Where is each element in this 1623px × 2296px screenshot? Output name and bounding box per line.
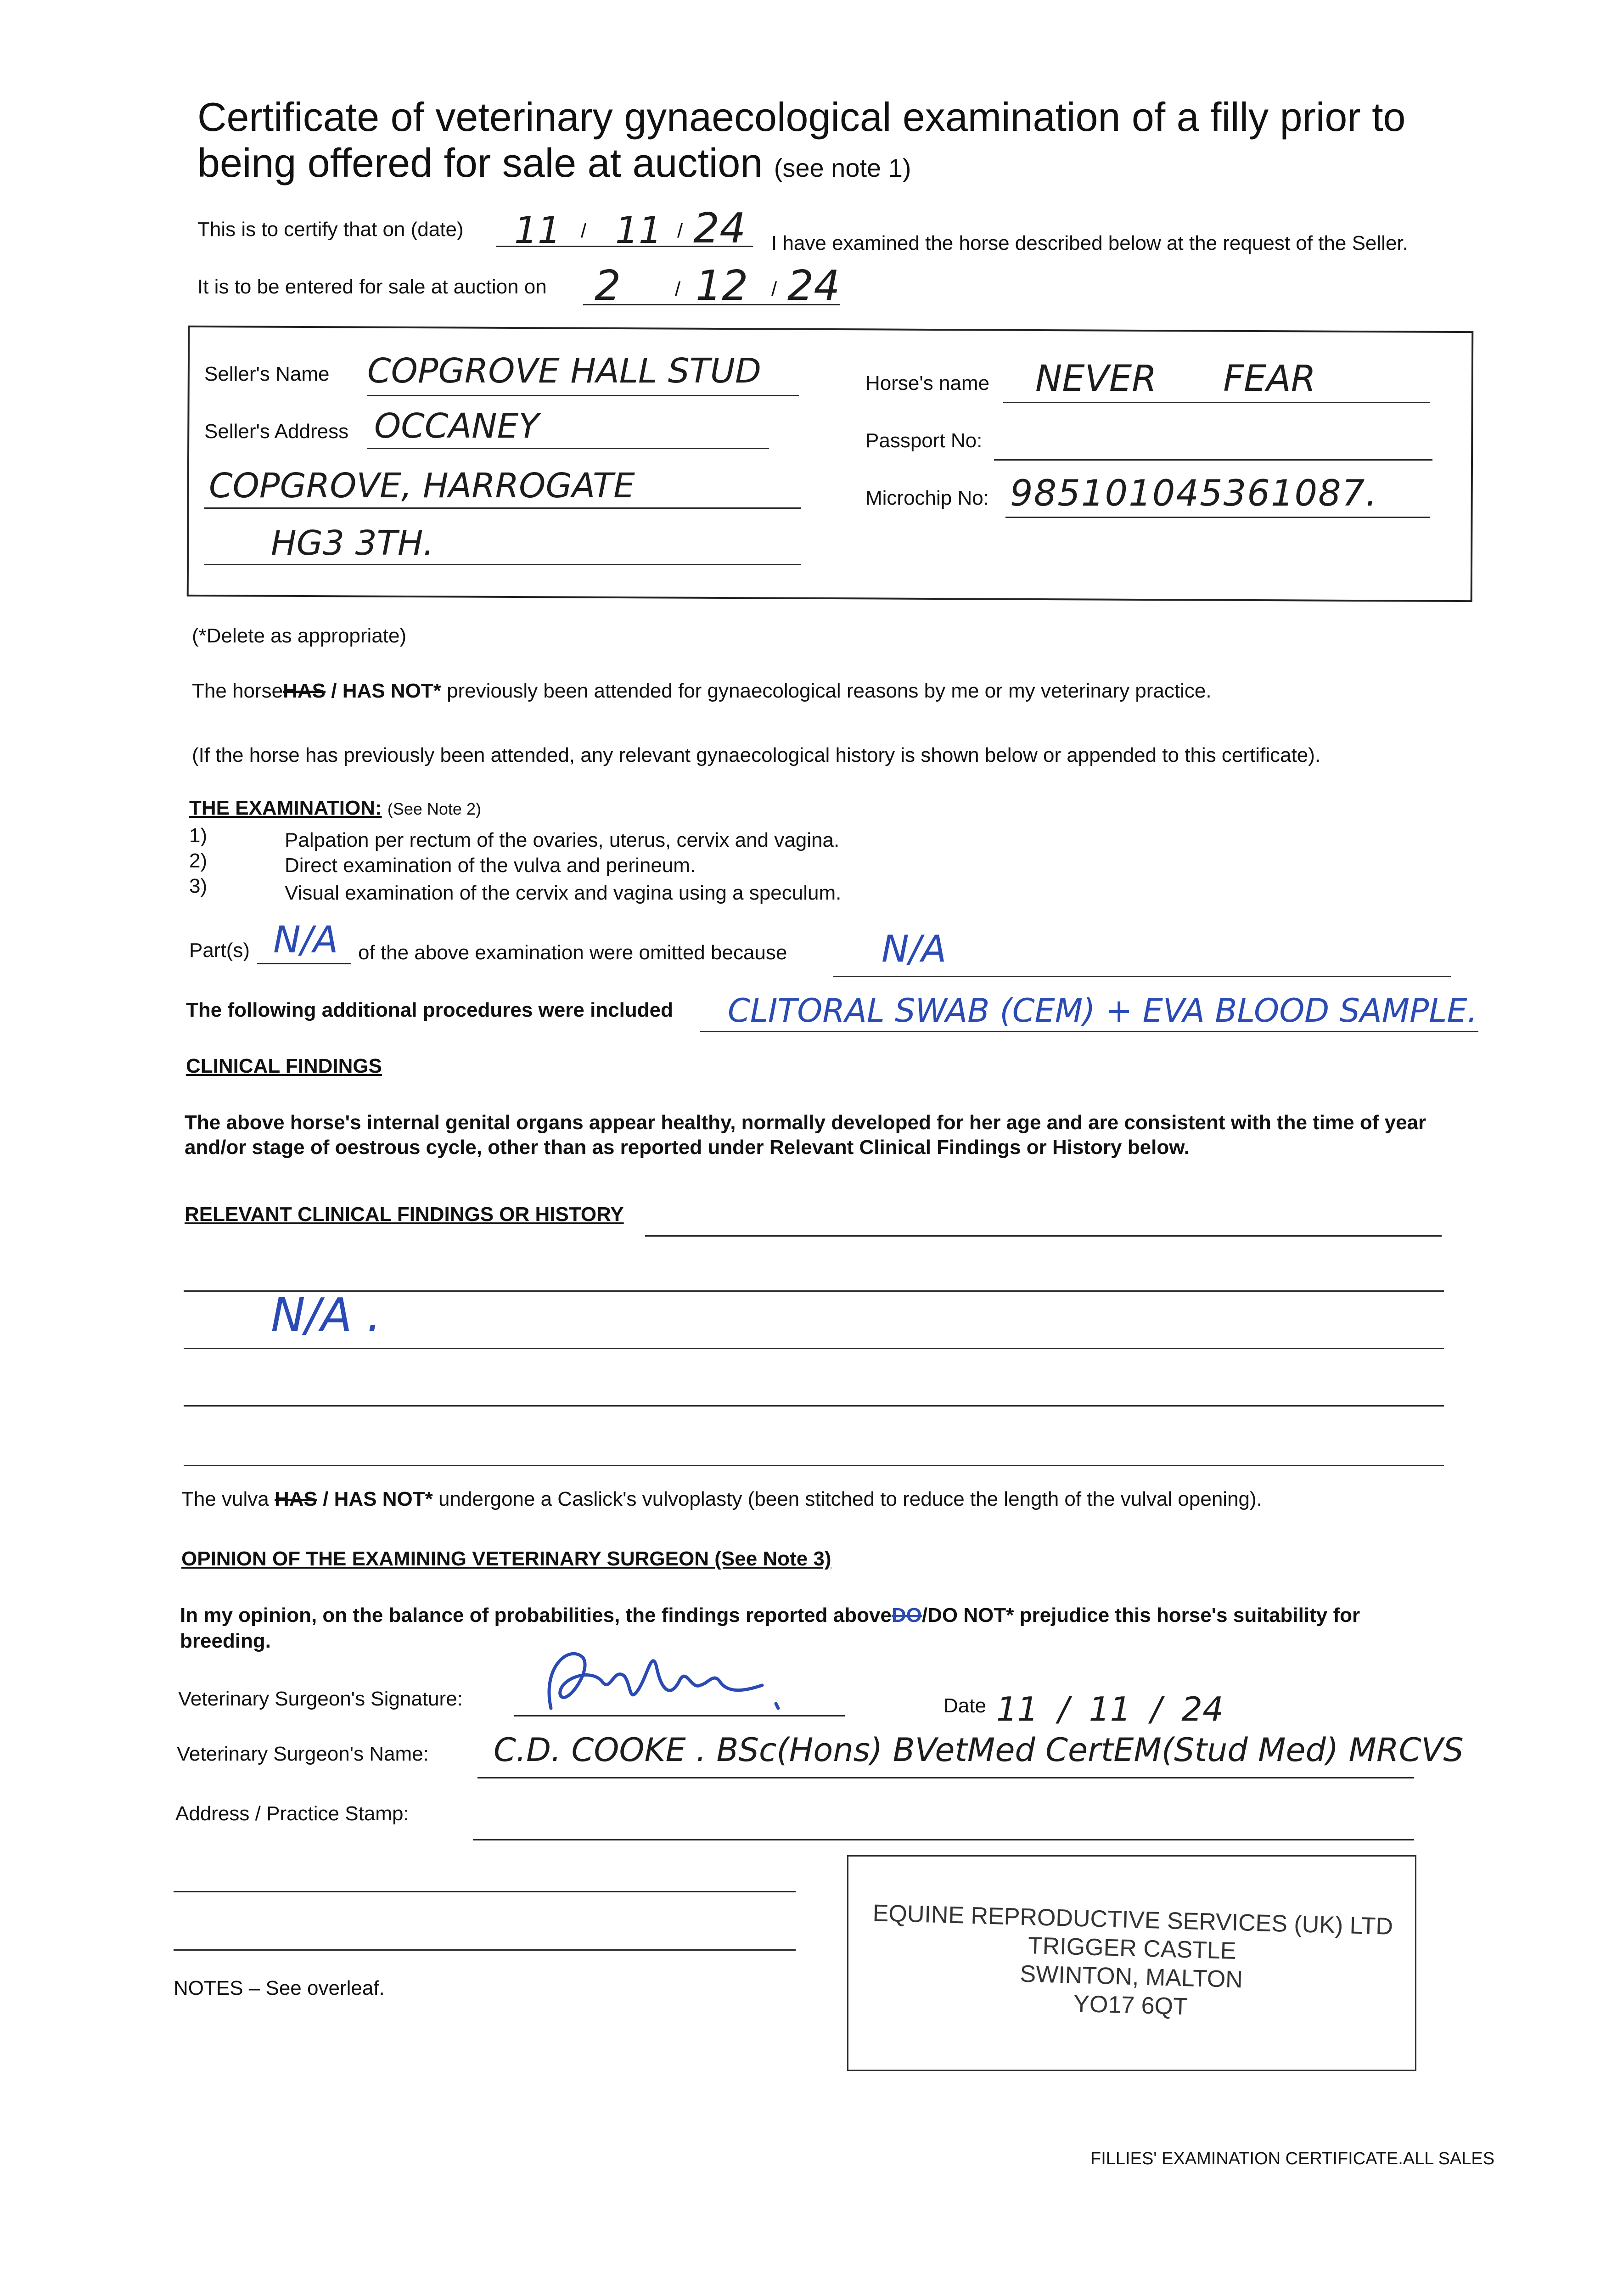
omitted-label: of the above examination were omitted because bbox=[358, 941, 787, 964]
examination-heading: THE EXAMINATION: (See Note 2) bbox=[189, 797, 481, 819]
microchip-label: Microchip No: bbox=[865, 487, 989, 509]
seller-name-label: Seller's Name bbox=[204, 363, 330, 385]
relevant-findings-value[interactable]: N/A . bbox=[271, 1288, 382, 1342]
page-title bbox=[197, 94, 1406, 191]
vulva-has-struck: HAS bbox=[275, 1488, 317, 1510]
opinion-statement: In my opinion, on the balance of probabilities, the findings reported aboveDO/DO NOT* prejudice this horse's suitability for breeding. bbox=[180, 1604, 1360, 1652]
stamp-line-4: YO17 6QT bbox=[1073, 1990, 1188, 2020]
parts-label: Part(s) bbox=[189, 939, 250, 962]
omitted-reason-value[interactable]: N/A bbox=[882, 928, 947, 970]
title-line-1: Certificate of veterinary gynaecological examination of a filly prior to bbox=[197, 94, 1406, 140]
stamp-line-2: TRIGGER CASTLE bbox=[1028, 1932, 1237, 1964]
horse-name-label: Horse's name bbox=[865, 372, 990, 394]
vulva-has-not: / HAS NOT* bbox=[323, 1488, 433, 1510]
seller-address-label: Seller's Address bbox=[204, 420, 349, 443]
additional-procedures-value[interactable]: CLITORAL SWAB (CEM) + EVA BLOOD SAMPLE. bbox=[728, 992, 1477, 1030]
exam-date-year[interactable]: 24 bbox=[693, 204, 746, 253]
sale-prefix: It is to be entered for sale at auction on bbox=[197, 276, 547, 298]
horse-name-value[interactable]: NEVER FEAR bbox=[1035, 358, 1316, 400]
additional-label: The following additional procedures were included bbox=[186, 999, 674, 1021]
title-note: (see note 1) bbox=[774, 153, 911, 182]
practice-stamp bbox=[846, 1898, 1418, 2027]
seller-name-value[interactable]: COPGROVE HALL STUD bbox=[367, 351, 762, 391]
seller-address-line-3[interactable]: HG3 3TH. bbox=[271, 523, 434, 563]
exam-item-2: Direct examination of the vulva and perineum. bbox=[285, 854, 696, 877]
attended-statement: The horseHAS / HAS NOT* previously been attended for gynaecological reasons by me or my veterinary practice. bbox=[192, 680, 1212, 702]
exam-date-month[interactable]: 11 bbox=[615, 209, 662, 252]
notes-text: NOTES – See overleaf. bbox=[174, 1977, 385, 1999]
signature-date-value[interactable]: 11 / 11 / 24 bbox=[996, 1690, 1224, 1728]
microchip-value[interactable]: 985101045361087. bbox=[1010, 473, 1378, 514]
title-line-2: being offered for sale at auction bbox=[197, 140, 763, 186]
clinical-heading: CLINICAL FINDINGS bbox=[186, 1055, 382, 1077]
history-note: (If the horse has previously been attended, any relevant gynaecological history is shown below or appended to this certificate). bbox=[192, 744, 1321, 766]
stamp-line-3: SWINTON, MALTON bbox=[1019, 1960, 1243, 1993]
date-label: Date bbox=[943, 1694, 986, 1717]
delete-note: (*Delete as appropriate) bbox=[192, 625, 407, 647]
relevant-heading: RELEVANT CLINICAL FINDINGS OR HISTORY bbox=[185, 1203, 624, 1226]
certify-suffix: I have examined the horse described below at the request of the Seller. bbox=[771, 232, 1408, 254]
parts-omitted-value[interactable]: N/A bbox=[273, 918, 338, 961]
exam-date-day[interactable]: 11 bbox=[514, 209, 561, 252]
footer-text: FILLIES' EXAMINATION CERTIFICATE.ALL SALES bbox=[1090, 2149, 1495, 2168]
exam-item-1: Palpation per rectum of the ovaries, uterus, cervix and vagina. bbox=[285, 829, 840, 851]
opinion-heading: OPINION OF THE EXAMINING VETERINARY SURGEON (See Note 3) bbox=[181, 1548, 831, 1570]
vulva-statement: The vulva HAS / HAS NOT* undergone a Caslick's vulvoplasty (been stitched to reduce the length of the vulval opening). bbox=[181, 1488, 1262, 1510]
certify-prefix: This is to certify that on (date) bbox=[197, 218, 464, 241]
signature-label: Veterinary Surgeon's Signature: bbox=[178, 1688, 463, 1710]
address-stamp-label: Address / Practice Stamp: bbox=[175, 1802, 409, 1825]
opinion-do-struck: DO bbox=[891, 1604, 922, 1626]
attended-has-struck: HAS bbox=[283, 680, 326, 702]
clinical-statement: The above horse's internal genital organs appear healthy, normally developed for her age and are consistent with the time of year and/or stage of oestrous cycle, other than as reported under Relevant Clinical Findings or History below. bbox=[185, 1111, 1426, 1159]
seller-address-line-1[interactable]: OCCANEY bbox=[374, 406, 539, 446]
exam-item-3: Visual examination of the cervix and vagina using a speculum. bbox=[285, 882, 842, 904]
attended-has-not: / HAS NOT* bbox=[331, 680, 441, 702]
seller-address-line-2[interactable]: COPGROVE, HARROGATE bbox=[209, 466, 635, 506]
signature-scribble[interactable] bbox=[533, 1639, 826, 1722]
stamp-line-1: EQUINE REPRODUCTIVE SERVICES (UK) LTD bbox=[872, 1900, 1393, 1940]
surgeon-name-value[interactable]: C.D. COOKE . BSc(Hons) BVetMed CertEM(Stud Med) MRCVS bbox=[494, 1731, 1464, 1769]
sale-date-year[interactable]: 24 bbox=[787, 262, 840, 310]
passport-label: Passport No: bbox=[865, 429, 983, 452]
surgeon-name-label: Veterinary Surgeon's Name: bbox=[177, 1743, 429, 1765]
sale-date-month[interactable]: 12 bbox=[696, 262, 748, 310]
sale-date-day[interactable]: 2 bbox=[595, 262, 621, 310]
